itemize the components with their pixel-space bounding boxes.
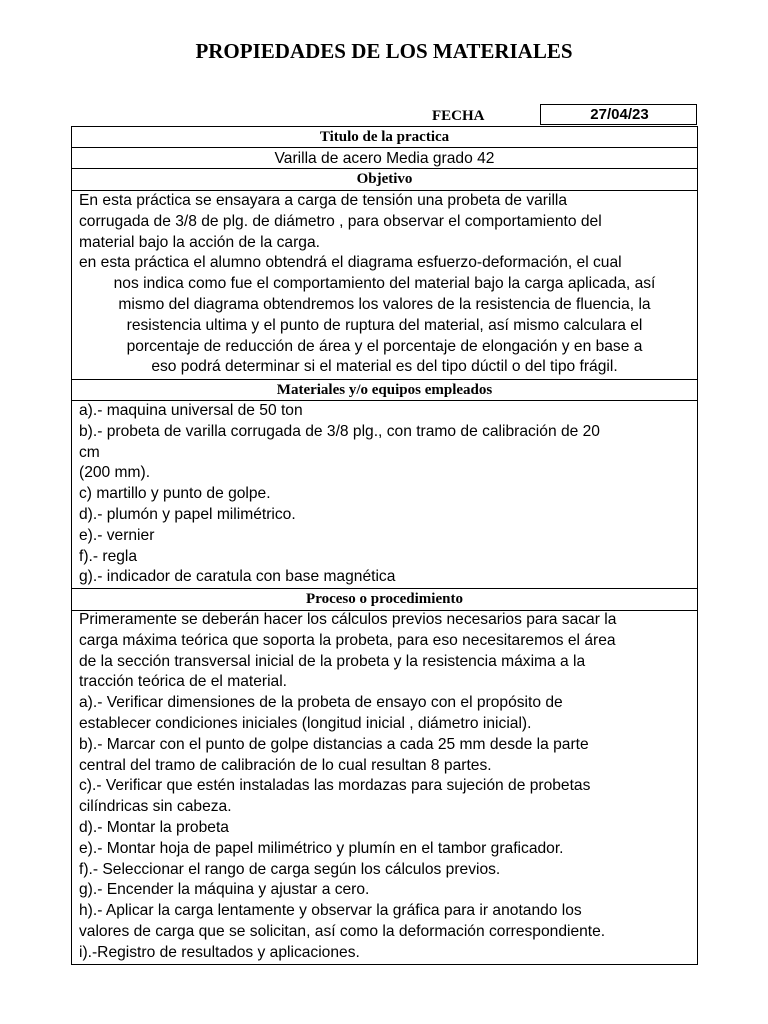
materiales-line: cm <box>79 443 100 461</box>
proceso-line: cilíndricas sin cabeza. <box>79 798 232 816</box>
row-divider <box>71 190 698 191</box>
proceso-line: de la sección transversal inicial de la probeta y la resistencia máxima a la <box>79 652 586 670</box>
proceso-line: a).- Verificar dimensiones de la probeta de ensayo con el propósito de <box>79 694 563 712</box>
row-divider <box>71 610 698 611</box>
proceso-line: d).- Montar la probeta <box>79 819 229 836</box>
proceso-line: b).- Marcar con el punto de golpe distancias a cada 25 mm desde la parte <box>79 735 589 753</box>
objetivo-header: Objetivo <box>356 171 413 187</box>
objetivo-line: En esta práctica se ensayara a carga de tensión una probeta de varilla <box>79 192 568 209</box>
proceso-line: carga máxima teórica que soporta la probeta, para eso necesitaremos el área <box>79 631 616 649</box>
row-divider <box>71 168 698 169</box>
proceso-line: valores de carga que se solicitan, así como la deformación correspondiente. <box>79 923 606 940</box>
practice-table <box>71 126 698 965</box>
materiales-line: f).- regla <box>79 547 138 565</box>
objetivo-line: material bajo la acción de la carga. <box>79 233 320 251</box>
proceso-line: Primeramente se deberán hacer los cálculos previos necesarios para sacar la <box>79 611 617 628</box>
titulo-header: Titulo de la practica <box>319 129 450 145</box>
materiales-line: c) martillo y punto de golpe. <box>79 485 271 503</box>
objetivo-line: resistencia ultima y el punto de ruptura del material, así mismo calculara el <box>126 316 643 334</box>
proceso-line: f).- Seleccionar el rango de carga según los cálculos previos. <box>79 860 501 878</box>
objetivo-line: nos indica como fue el comportamiento del material bajo la carga aplicada, así <box>113 275 656 293</box>
objetivo-line: eso podrá determinar si el material es del tipo dúctil o del tipo frágil. <box>151 358 618 376</box>
materiales-line: e).- vernier <box>79 526 155 544</box>
objetivo-line: mismo del diagrama obtendremos los valores de la resistencia de fluencia, la <box>118 296 651 313</box>
objetivo-line: porcentaje de reducción de área y el porcentaje de elongación y en base a <box>126 337 643 355</box>
materiales-line: a).- maquina universal de 50 ton <box>79 402 303 419</box>
titulo-value: Varilla de acero Media grado 42 <box>274 150 495 167</box>
document-title: PROPIEDADES DE LOS MATERIALES <box>195 39 573 63</box>
proceso-header: Proceso o procedimiento <box>306 591 463 607</box>
objetivo-line: corrugada de 3/8 de plg. de diámetro , para observar el comportamiento del <box>79 212 602 230</box>
proceso-line: central del tramo de calibración de lo cual resultan 8 partes. <box>79 756 492 774</box>
proceso-line: g).- Encender la máquina y ajustar a cero. <box>79 881 370 899</box>
proceso-line: c).- Verificar que estén instaladas las mordazas para sujeción de probetas <box>79 777 591 795</box>
row-divider <box>71 588 698 589</box>
proceso-line: establecer condiciones iniciales (longitud inicial , diámetro inicial). <box>79 715 532 732</box>
materiales-line: (200 mm). <box>79 464 151 482</box>
proceso-line: h).- Aplicar la carga lentamente y observar la gráfica para ir anotando los <box>79 902 582 920</box>
row-divider <box>71 147 698 148</box>
row-divider <box>71 379 698 380</box>
fecha-value: 27/04/23 <box>590 106 649 123</box>
objetivo-line: en esta práctica el alumno obtendrá el diagrama esfuerzo-deformación, el cual <box>79 254 622 272</box>
proceso-line: i).-Registro de resultados y aplicaciones. <box>79 943 360 961</box>
proceso-line: e).- Montar hoja de papel milimétrico y plumín en el tambor graficador. <box>79 839 564 857</box>
fecha-box <box>540 104 697 125</box>
materiales-header: Materiales y/o equipos empleados <box>276 382 493 398</box>
materiales-line: b).- probeta de varilla corrugada de 3/8 plg., con tramo de calibración de 20 <box>79 422 600 440</box>
materiales-line: g).- indicador de caratula con base magnética <box>79 568 396 586</box>
materiales-line: d).- plumón y papel milimétrico. <box>79 506 296 523</box>
row-divider <box>71 400 698 401</box>
proceso-line: tracción teórica de el material. <box>79 673 288 691</box>
fecha-label: FECHA <box>432 108 485 124</box>
